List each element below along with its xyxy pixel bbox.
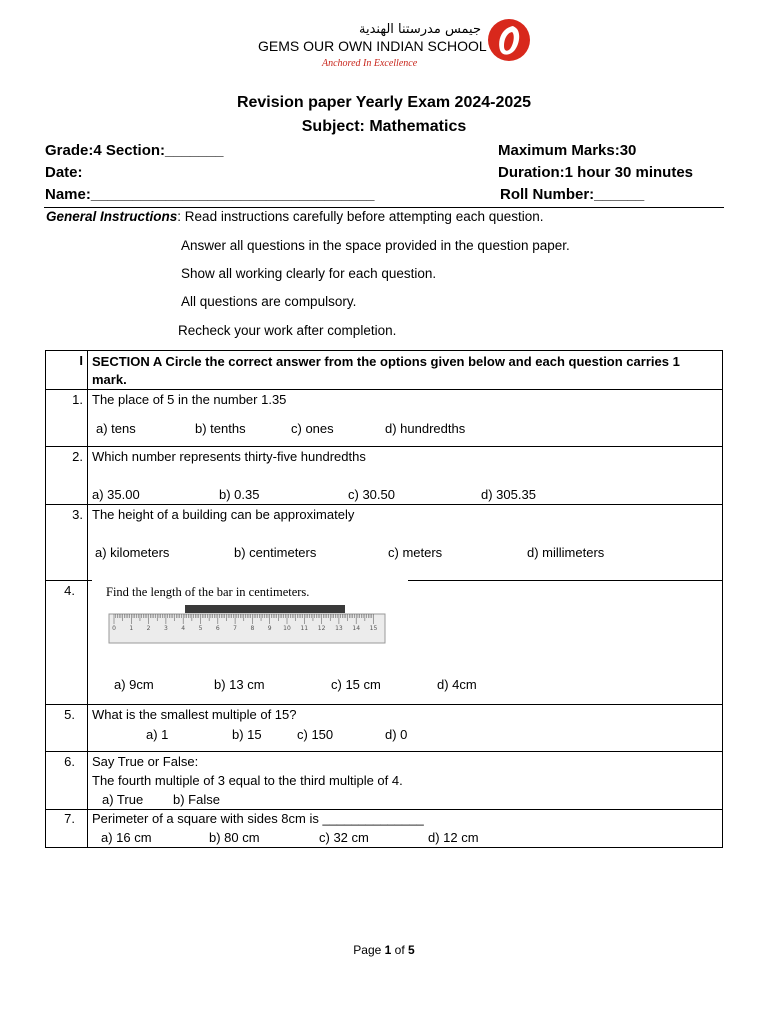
- question-text: Perimeter of a square with sides 8cm is ______________: [92, 811, 424, 826]
- ruler-label: 7: [233, 625, 238, 632]
- grade-section-field: Grade:4 Section:_______: [45, 142, 224, 159]
- question-row-1: [46, 389, 722, 447]
- option-b[interactable]: b) centimeters: [234, 545, 317, 560]
- ruler-label: 6: [215, 625, 220, 632]
- section-heading-line2: mark.: [92, 372, 127, 387]
- option-d[interactable]: d) 0: [385, 727, 408, 742]
- section-row: [46, 351, 722, 389]
- option-a[interactable]: a) True: [102, 792, 144, 807]
- option-d[interactable]: d) hundredths: [385, 421, 466, 436]
- school-name: GEMS OUR OWN INDIAN SCHOOL: [258, 38, 487, 54]
- question-text: Find the length of the bar in centimeters.: [106, 585, 310, 599]
- option-c[interactable]: c) 32 cm: [319, 830, 369, 845]
- option-b[interactable]: b) False: [173, 792, 220, 807]
- instruction-line-1: General Instructions: Read instructions carefully before attempting each question.: [46, 209, 544, 224]
- question-number: 2.: [72, 449, 83, 464]
- school-tagline: Anchored In Excellence: [322, 58, 418, 69]
- option-a[interactable]: a) 1: [146, 727, 169, 742]
- question-text: Say True or False:: [92, 754, 199, 769]
- instruction-line-3: Show all working clearly for each question.: [181, 266, 437, 281]
- option-c[interactable]: c) 150: [297, 727, 334, 742]
- question-row-5: [46, 704, 722, 752]
- option-b[interactable]: b) 15: [232, 727, 262, 742]
- max-marks-field: Maximum Marks:30: [498, 142, 637, 159]
- ruler-label: 15: [369, 625, 378, 632]
- school-name-arabic: جيمس مدرستنا الهندية: [359, 22, 481, 37]
- exam-subject: Subject: Mathematics: [301, 118, 467, 135]
- ruler-label: 9: [267, 625, 272, 632]
- option-a[interactable]: a) 35.00: [92, 487, 140, 502]
- question-row-6: [46, 751, 722, 810]
- question-number: 4.: [64, 583, 75, 598]
- section-number: I: [79, 353, 83, 368]
- question-text: What is the smallest multiple of 15?: [92, 707, 297, 722]
- ruler-figure: [108, 584, 388, 646]
- option-a[interactable]: a) 9cm: [114, 677, 154, 692]
- ruler-label: 11: [300, 625, 309, 632]
- option-d[interactable]: d) millimeters: [527, 545, 605, 560]
- ruler-label: 8: [250, 625, 255, 632]
- option-d[interactable]: d) 12 cm: [428, 830, 479, 845]
- option-c[interactable]: c) meters: [388, 545, 443, 560]
- exam-title: Revision paper Yearly Exam 2024-2025: [236, 94, 532, 111]
- ruler-label: 10: [283, 625, 291, 632]
- option-b[interactable]: b) 80 cm: [209, 830, 260, 845]
- option-a[interactable]: a) kilometers: [95, 545, 170, 560]
- page-footer: Page 1 of 5: [353, 943, 415, 957]
- option-a[interactable]: a) 16 cm: [101, 830, 152, 845]
- option-c[interactable]: c) 30.50: [348, 487, 395, 502]
- question-text: The place of 5 in the number 1.35: [92, 392, 287, 407]
- ruler-label: 0: [112, 625, 116, 632]
- question-text: The height of a building can be approximately: [92, 507, 355, 522]
- question-number: 1.: [72, 392, 83, 407]
- option-c[interactable]: c) ones: [291, 421, 334, 436]
- option-b[interactable]: b) 0.35: [219, 487, 260, 502]
- question-row-2: [46, 446, 722, 505]
- roll-number-field: Roll Number:______: [500, 186, 645, 203]
- question-row-7: [46, 809, 722, 848]
- ruler-label: 12: [317, 625, 326, 632]
- page-total: 5: [408, 943, 415, 957]
- school-header: [0, 18, 768, 73]
- ruler-label: 13: [335, 625, 343, 632]
- option-d[interactable]: d) 305.35: [481, 487, 536, 502]
- question-number: 3.: [72, 507, 83, 522]
- ruler-label: 5: [198, 625, 203, 632]
- ruler-label: 3: [163, 625, 168, 632]
- measured-bar: [185, 605, 345, 613]
- instructions-label: General Instructions: [46, 209, 178, 224]
- date-field: Date:: [45, 164, 83, 181]
- page-number: 1: [384, 943, 392, 957]
- border-gap: [92, 578, 408, 582]
- name-field: Name:__________________________________: [45, 186, 375, 203]
- instruction-line-4: All questions are compulsory.: [181, 294, 357, 309]
- option-b[interactable]: b) tenths: [195, 421, 246, 436]
- option-d[interactable]: d) 4cm: [437, 677, 477, 692]
- ruler-label: 1: [129, 625, 134, 632]
- question-number: 7.: [64, 811, 75, 826]
- ruler-label: 14: [352, 625, 361, 632]
- option-a[interactable]: a) tens: [96, 421, 136, 436]
- question-text-2: The fourth multiple of 3 equal to the third multiple of 4.: [92, 773, 403, 788]
- school-logo-icon: [487, 18, 531, 62]
- question-number: 5.: [64, 707, 75, 722]
- option-c[interactable]: c) 15 cm: [331, 677, 381, 692]
- question-text: Which number represents thirty-five hundredths: [92, 449, 366, 464]
- question-row-3: [46, 504, 722, 581]
- ruler-label: 4: [181, 625, 186, 632]
- duration-field: Duration:1 hour 30 minutes: [498, 164, 694, 181]
- option-b[interactable]: b) 13 cm: [214, 677, 265, 692]
- question-number: 6.: [64, 754, 75, 769]
- instruction-line-5: Recheck your work after completion.: [178, 323, 397, 338]
- section-heading-line1: SECTION A Circle the correct answer from the options given below and each question carries 1: [92, 354, 680, 369]
- header-divider: [44, 207, 724, 208]
- ruler-label: 2: [146, 625, 151, 632]
- instruction-line-2: Answer all questions in the space provided in the question paper.: [181, 238, 570, 253]
